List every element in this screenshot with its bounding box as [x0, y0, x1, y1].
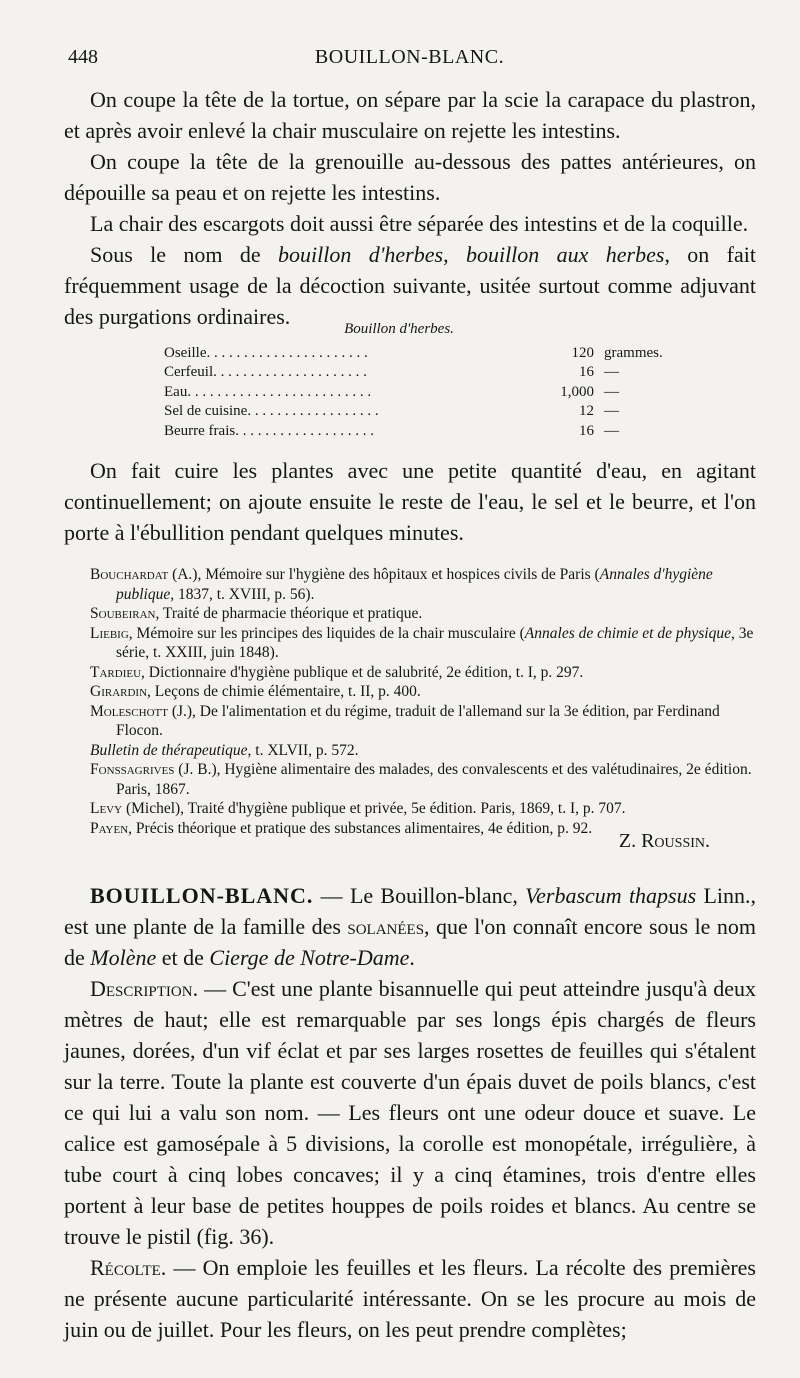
bibliography	[64, 565, 756, 838]
reference-item: Soubeiran, Traité de pharmacie théorique et pratique.	[90, 605, 423, 622]
paragraph-escargots: La chair des escargots doit aussi être séparée des intestins et de la coquille.	[90, 211, 749, 236]
reference-item: Girardin, Leçons de chimie élémentaire, t. II, p. 400.	[90, 683, 421, 700]
reference-item: Tardieu, Dictionnaire d'hygiène publique et de salubrité, 2e édition, t. I, p. 297.	[90, 663, 584, 681]
recipe-row: Beurre frais. . . . . . . . . . . . . . . . . . . 16 —	[164, 422, 619, 439]
entry-headword: BOUILLON-BLANC.	[90, 883, 314, 908]
cooking-paragraph: On fait cuire les plantes avec une petite quantité d'eau, en agitant continuellement; on ajoute ensuite le reste de l'eau, le sel et le beurre, et l'on porte à l'ébullition pendant quelques minutes.	[64, 458, 756, 545]
page-header	[64, 46, 755, 76]
reference-item: Fonssagrives (J. B.), Hygiène alimentaire des malades, des convalescents et des valétudinaires, 2e édition. Paris, 1867.	[90, 761, 752, 798]
paragraph-bouillon-herbes: Sous le nom de bouillon d'herbes, bouillon aux herbes, on fait fréquemment usage de la décoction suivante, usitée surtout comme adjuvant des purgations ordinaires.	[64, 242, 756, 329]
opening-text	[64, 84, 756, 332]
recolte-paragraph: Récolte. — On emploie les feuilles et les fleurs. La récolte des premières ne présente aucune particularité intéressante. On se les procure au mois de juin ou de juillet. Pour les fleurs, on les peut prendre complètes;	[64, 1255, 756, 1342]
reference-item: Levy (Michel), Traité d'hygiène publique et privée, 5e édition. Paris, 1869, t. I, p. 707.	[90, 800, 626, 817]
author-signature: Z. Roussin.	[618, 830, 710, 852]
reference-item: Moleschott (J.), De l'alimentation et du régime, traduit de l'allemand sur la 3e édition, par Ferdinand Flocon.	[90, 702, 720, 739]
reference-item: Bulletin de thérapeutique, t. XLVII, p. 572.	[90, 741, 359, 759]
paragraph-grenouille: On coupe la tête de la grenouille au-dessous des pattes antérieures, on dépouille sa peau et on rejette les intestins.	[64, 149, 756, 205]
reference-item: Payen, Précis théorique et pratique des substances alimentaires, 4e édition, p. 92.	[90, 819, 593, 837]
recipe-caption: Bouillon d'herbes.	[344, 321, 454, 337]
recipe-row: Sel de cuisine. . . . . . . . . . . . . . . . . . 12 —	[164, 403, 619, 419]
reference-item: Bouchardat (A.), Mémoire sur l'hygiène des hôpitaux et hospices civils de Paris (Annales d'hygiène publique, 1837, t. XVIII, p. 56).	[90, 566, 713, 603]
entry-intro: BOUILLON-BLANC. — Le Bouillon-blanc, Verbascum thapsus Linn., est une plante de la famille des solanées, que l'on connaît encore sous le nom de Molène et de Cierge de Notre-Dame.	[64, 883, 757, 970]
bouillon-blanc-entry	[64, 880, 756, 1345]
recipe-row: Eau. . . . . . . . . . . . . . . . . . . . . . . . . 1,000 —	[164, 383, 619, 400]
reference-item: Liebig, Mémoire sur les principes des liquides de la chair musculaire (Annales de chimie et de physique, 3e série, t. XXIII, juin 1848).	[90, 624, 754, 661]
recipe-row: Cerfeuil. . . . . . . . . . . . . . . . . . . . . 16 —	[164, 364, 619, 380]
page-number: 448	[68, 46, 98, 68]
description-paragraph: Description. — C'est une plante bisannuelle qui peut atteindre jusqu'à deux mètres de haut; elle est remarquable par ses longs épis chargés de fleurs jaunes, dorées, d'un vif éclat et par ses larges rosettes de feuilles qui s'étalent sur la terre. Toute la plante est couverte d'un épais duvet de poils blancs, c'est ce qui lui a valu son nom. — Les fleurs ont une odeur douce et suave. Le calice est gamosépale à 5 divisions, la corolle est monopétale, irrégulière, à tube court à cinq lobes concaves; il y a cinq étamines, trois d'entre elles portent à leur base de petites houppes de poils roides et blancs. Au centre se trouve le pistil (fig. 36).	[64, 976, 756, 1249]
paragraph-tortue: On coupe la tête de la tortue, on sépare par la scie la carapace du plastron, et après avoir enlevé la chair musculaire on rejette les intestins.	[64, 87, 756, 143]
recipe-row: Oseille. . . . . . . . . . . . . . . . . . . . . . 120 grammes.	[164, 344, 663, 361]
running-title: BOUILLON-BLANC.	[314, 46, 505, 68]
recipe-table	[164, 320, 664, 441]
